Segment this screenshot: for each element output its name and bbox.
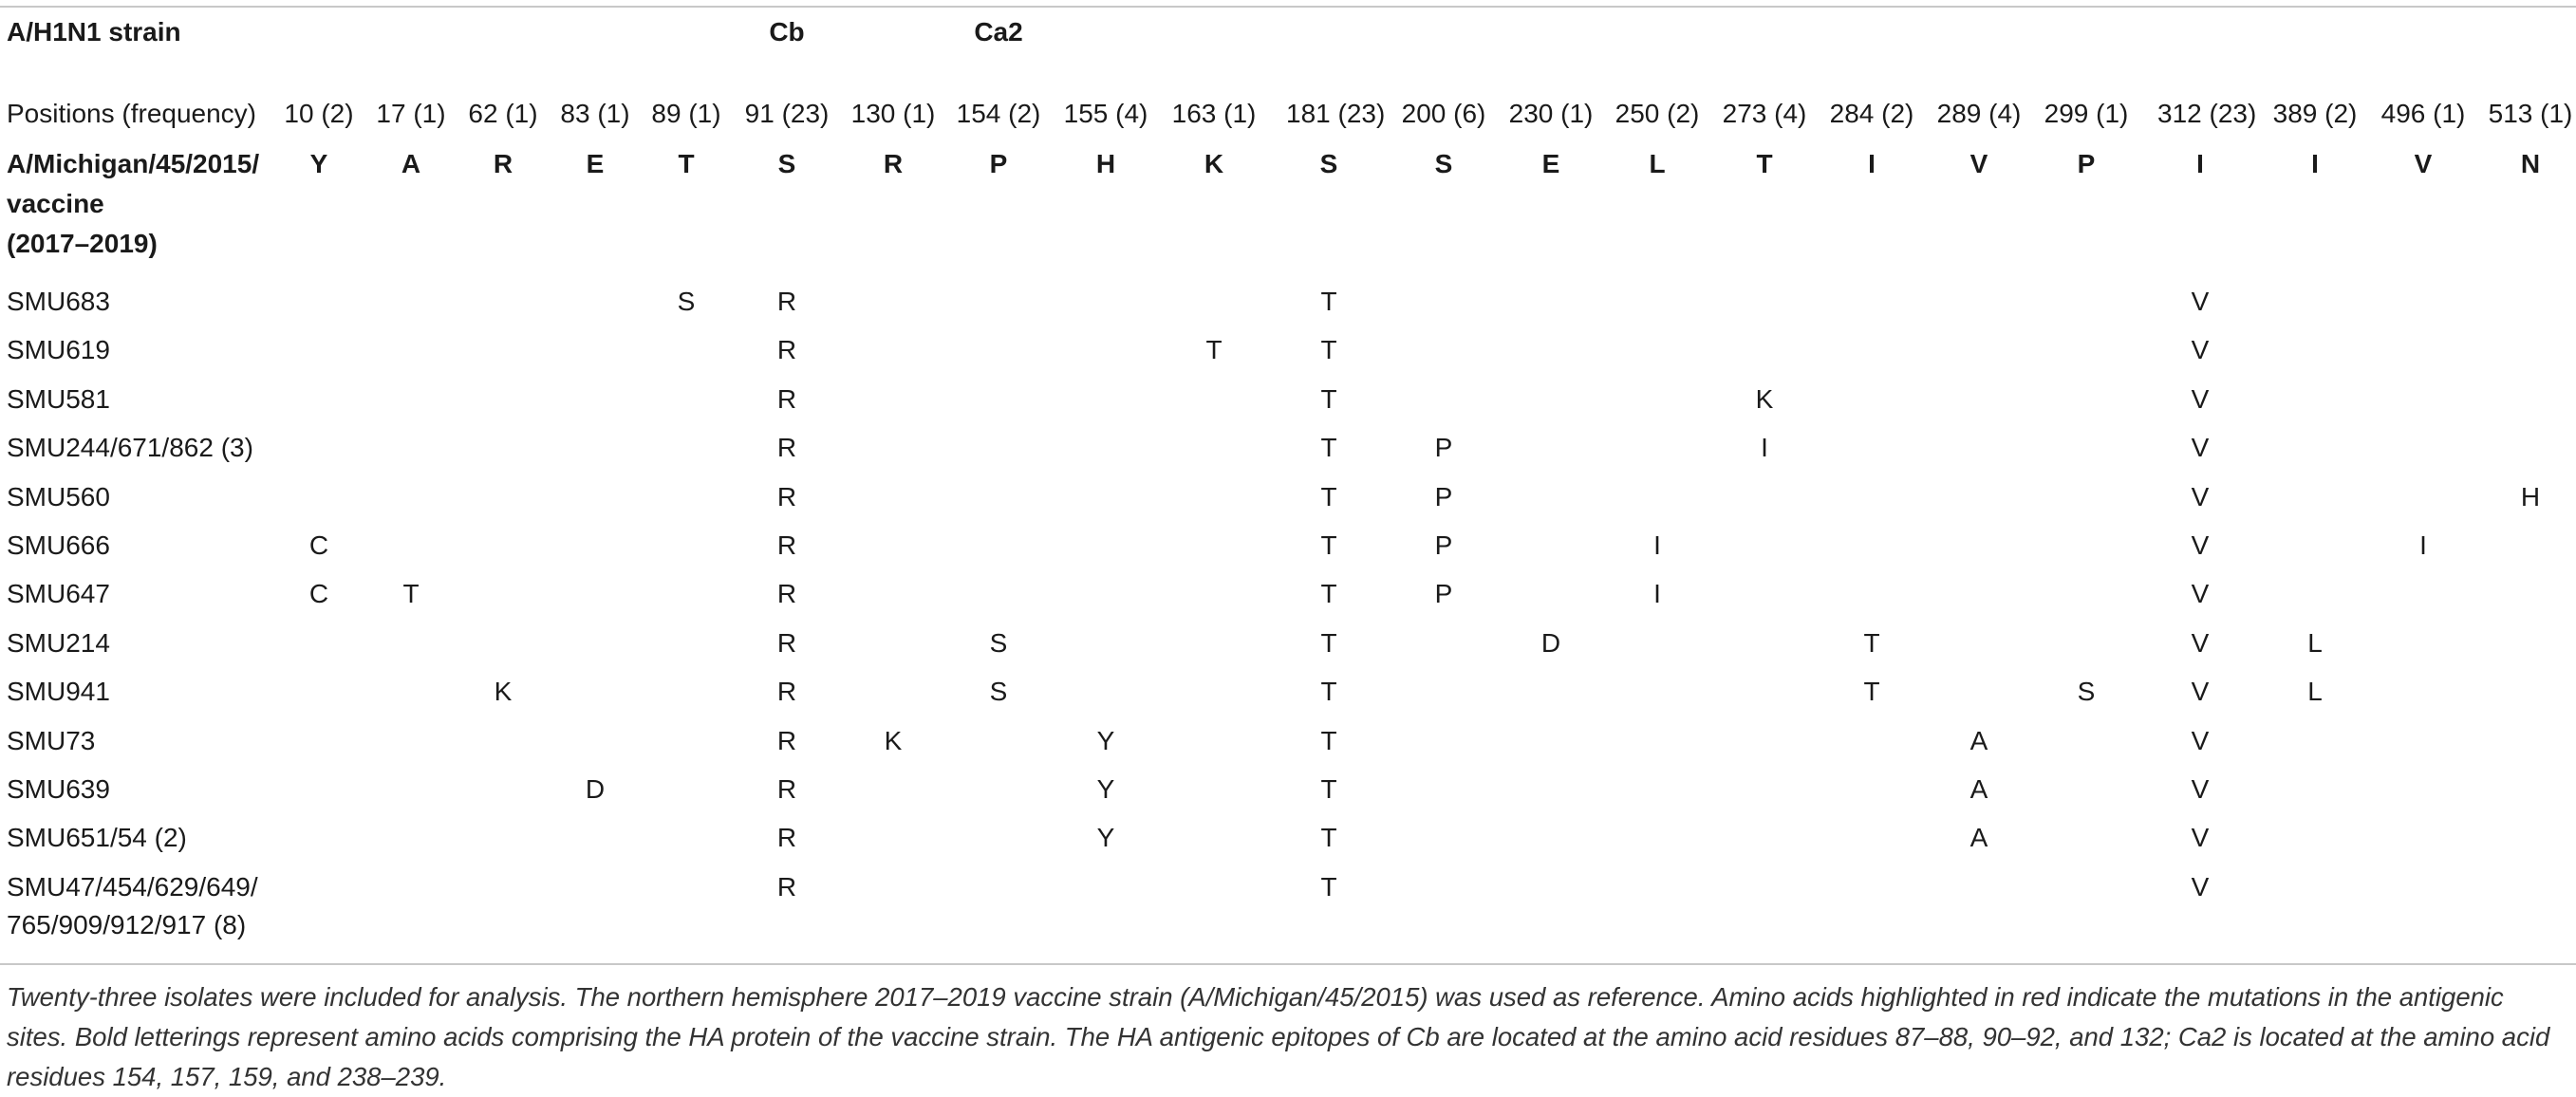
residue-cell: V bbox=[2191, 627, 2210, 658]
residue-cell: T bbox=[1320, 335, 1337, 365]
reference-residue: P bbox=[2077, 149, 2096, 178]
residue-cell: V bbox=[2191, 579, 2210, 609]
reference-residue: K bbox=[1204, 149, 1224, 178]
residue-cell: R bbox=[776, 871, 797, 902]
position-header: 181 (23) bbox=[1286, 99, 1386, 128]
residue-cell: C bbox=[308, 530, 329, 560]
residue-cell: V bbox=[2191, 383, 2210, 414]
residue-cell: R bbox=[776, 335, 797, 365]
residue-cell: L bbox=[2307, 627, 2323, 658]
residue-cell: T bbox=[1320, 871, 1337, 902]
isolate-name: SMU639 bbox=[7, 774, 110, 804]
residue-cell: L bbox=[2307, 677, 2323, 707]
table-footnote: Twenty-three isolates were included for analysis. The northern hemisphere 2017–2019 vaccine strain (A/Michigan/45/2015) was used as reference. Amino acids highlighted in red indicate the mutations in the antigenic sites. Bold letterings represent amino acids comprising the HA protein of the vaccine strain. The HA antigenic epitopes of Cb are located at the amino acid residues 87–88, 90–92, and 132; Ca2 is located at the amino acid residues 154, 157, 159, and 238–239. bbox=[7, 982, 2550, 1091]
residue-cell: K bbox=[1755, 383, 1774, 414]
reference-strain-name: A/Michigan/45/2015/ bbox=[7, 149, 260, 178]
residue-cell: Y bbox=[1096, 823, 1115, 853]
residue-cell: V bbox=[2191, 774, 2210, 804]
residue-cell: T bbox=[1320, 433, 1337, 463]
reference-strain-name: (2017–2019) bbox=[7, 229, 158, 258]
residue-cell: V bbox=[2191, 287, 2210, 316]
isolate-name: SMU666 bbox=[7, 530, 110, 560]
residue-cell: I bbox=[1653, 579, 1661, 609]
residue-cell: T bbox=[1320, 287, 1337, 316]
position-header: 91 (23) bbox=[744, 99, 830, 128]
isolate-name: SMU214 bbox=[7, 627, 110, 658]
position-header: 289 (4) bbox=[1936, 99, 2022, 128]
isolate-name: SMU619 bbox=[7, 335, 110, 365]
position-header: 273 (4) bbox=[1722, 99, 1807, 128]
residue-cell: Y bbox=[1096, 774, 1115, 804]
reference-residue: A bbox=[401, 149, 421, 178]
residue-cell: T bbox=[1320, 579, 1337, 609]
residue-cell: R bbox=[776, 287, 797, 316]
reference-residue: V bbox=[1969, 149, 1988, 178]
residue-cell: R bbox=[776, 774, 797, 804]
position-header: 10 (2) bbox=[284, 99, 354, 128]
residue-cell: S bbox=[989, 677, 1008, 707]
residue-cell: P bbox=[1434, 481, 1453, 511]
position-header: 389 (2) bbox=[2272, 99, 2358, 128]
reference-residue: E bbox=[586, 149, 605, 178]
epitope-label: Cb bbox=[769, 17, 805, 46]
residue-cell: T bbox=[402, 579, 420, 609]
residue-cell: V bbox=[2191, 677, 2210, 707]
reference-residue: Y bbox=[309, 149, 328, 178]
residue-cell: R bbox=[776, 823, 797, 853]
residue-cell: V bbox=[2191, 335, 2210, 365]
isolate-name: SMU683 bbox=[7, 287, 110, 316]
residue-cell: V bbox=[2191, 823, 2210, 853]
residue-cell: S bbox=[677, 287, 696, 316]
position-header: 513 (1) bbox=[2488, 99, 2573, 128]
residue-cell: T bbox=[1320, 725, 1337, 755]
residue-cell: P bbox=[1434, 433, 1453, 463]
residue-cell: D bbox=[1540, 627, 1561, 658]
residue-cell: Y bbox=[1096, 725, 1115, 755]
residue-cell: S bbox=[989, 627, 1008, 658]
reference-residue: V bbox=[2414, 149, 2433, 178]
residue-cell: I bbox=[2419, 530, 2427, 560]
reference-residue: R bbox=[883, 149, 904, 178]
reference-residue: T bbox=[678, 149, 695, 178]
residue-cell: I bbox=[1653, 530, 1661, 560]
residue-cell: A bbox=[1969, 774, 1988, 804]
residue-cell: V bbox=[2191, 433, 2210, 463]
residue-cell: V bbox=[2191, 871, 2210, 902]
position-header: 154 (2) bbox=[956, 99, 1041, 128]
reference-residue: S bbox=[777, 149, 796, 178]
residue-cell: T bbox=[1320, 823, 1337, 853]
reference-residue: I bbox=[2196, 149, 2204, 178]
position-header: 62 (1) bbox=[468, 99, 538, 128]
residue-cell: T bbox=[1320, 677, 1337, 707]
residue-cell: R bbox=[776, 627, 797, 658]
residue-cell: T bbox=[1205, 335, 1223, 365]
residue-cell: H bbox=[2520, 481, 2541, 511]
residue-cell: R bbox=[776, 725, 797, 755]
position-header: 200 (6) bbox=[1401, 99, 1486, 128]
isolate-name: SMU647 bbox=[7, 579, 110, 609]
residue-cell: V bbox=[2191, 530, 2210, 560]
residue-cell: I bbox=[1761, 433, 1768, 463]
isolate-name: SMU941 bbox=[7, 677, 110, 707]
residue-cell: R bbox=[776, 677, 797, 707]
position-header: 17 (1) bbox=[376, 99, 446, 128]
residue-cell: R bbox=[776, 433, 797, 463]
residue-cell: P bbox=[1434, 579, 1453, 609]
reference-residue: T bbox=[1756, 149, 1773, 178]
residue-cell: K bbox=[494, 677, 513, 707]
reference-residue: H bbox=[1095, 149, 1116, 178]
position-header: 83 (1) bbox=[560, 99, 630, 128]
isolate-name: SMU47/454/629/649/ bbox=[7, 871, 258, 902]
isolate-name: SMU73 bbox=[7, 725, 96, 755]
residue-cell: T bbox=[1320, 481, 1337, 511]
residue-cell: A bbox=[1969, 823, 1988, 853]
reference-residue: N bbox=[2520, 149, 2541, 178]
reference-residue: L bbox=[1649, 149, 1666, 178]
residue-cell: R bbox=[776, 579, 797, 609]
isolate-name: SMU244/671/862 (3) bbox=[7, 433, 253, 463]
table-bottom-rule bbox=[0, 963, 2576, 965]
residue-cell: R bbox=[776, 383, 797, 414]
reference-residue: P bbox=[989, 149, 1008, 178]
position-header: 130 (1) bbox=[850, 99, 936, 128]
header-strain-label: A/H1N1 strain bbox=[7, 17, 181, 46]
residue-cell: V bbox=[2191, 481, 2210, 511]
residue-cell: D bbox=[585, 774, 606, 804]
position-header: 230 (1) bbox=[1508, 99, 1594, 128]
isolate-name: 765/909/912/917 (8) bbox=[7, 909, 247, 939]
residue-cell: S bbox=[2077, 677, 2096, 707]
position-header: 496 (1) bbox=[2380, 99, 2466, 128]
epitope-label: Ca2 bbox=[974, 17, 1023, 46]
reference-residue: I bbox=[2311, 149, 2319, 178]
residue-cell: T bbox=[1320, 530, 1337, 560]
residue-cell: K bbox=[884, 725, 903, 755]
residue-cell: C bbox=[308, 579, 329, 609]
reference-residue: E bbox=[1541, 149, 1560, 178]
residue-cell: P bbox=[1434, 530, 1453, 560]
residue-cell: T bbox=[1320, 774, 1337, 804]
isolate-name: SMU651/54 (2) bbox=[7, 823, 187, 853]
reference-strain-name: vaccine bbox=[7, 189, 104, 218]
residue-cell: A bbox=[1969, 725, 1988, 755]
reference-residue: S bbox=[1434, 149, 1453, 178]
positions-label: Positions (frequency) bbox=[7, 99, 257, 128]
position-header: 312 (23) bbox=[2157, 99, 2257, 128]
residue-cell: R bbox=[776, 481, 797, 511]
position-header: 284 (2) bbox=[1829, 99, 1914, 128]
reference-residue: I bbox=[1868, 149, 1876, 178]
residue-cell: R bbox=[776, 530, 797, 560]
position-header: 155 (4) bbox=[1063, 99, 1148, 128]
residue-cell: T bbox=[1320, 627, 1337, 658]
position-header: 299 (1) bbox=[2044, 99, 2129, 128]
table-top-rule bbox=[0, 6, 2576, 8]
residue-cell: T bbox=[1320, 383, 1337, 414]
position-header: 163 (1) bbox=[1171, 99, 1257, 128]
position-header: 89 (1) bbox=[651, 99, 721, 128]
reference-residue: R bbox=[493, 149, 513, 178]
position-header: 250 (2) bbox=[1615, 99, 1700, 128]
isolate-name: SMU581 bbox=[7, 383, 110, 414]
residue-cell: T bbox=[1863, 627, 1880, 658]
residue-cell: T bbox=[1863, 677, 1880, 707]
isolate-name: SMU560 bbox=[7, 481, 110, 511]
reference-residue: S bbox=[1319, 149, 1338, 178]
residue-cell: V bbox=[2191, 725, 2210, 755]
